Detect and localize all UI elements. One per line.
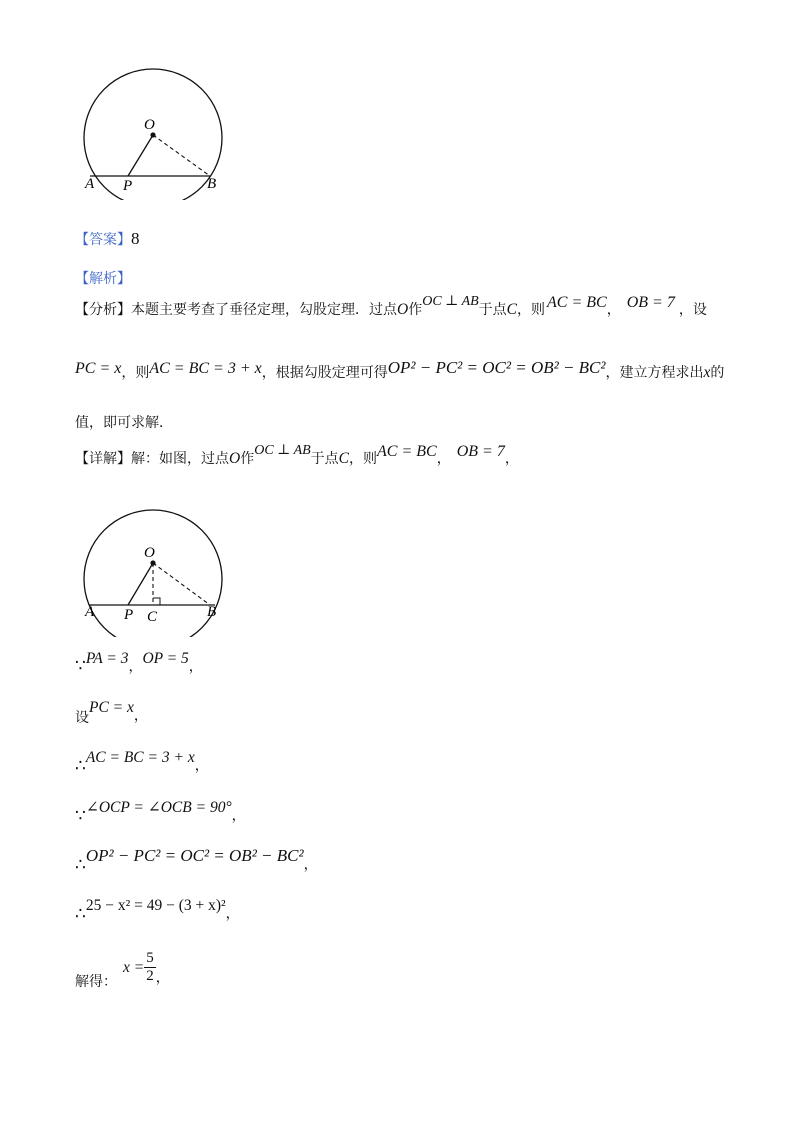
fraction-5-2 [144,950,156,985]
detail-text: 作 [240,451,255,467]
detail-text: ， [436,451,451,467]
step-text: ， [128,659,143,675]
math-perpendicular: OC ⊥ AB [254,443,311,458]
analysis-text: 于点 [478,302,507,318]
analysis-text: ， [606,302,621,318]
point-o: O [229,450,241,467]
segment-ob-dashed [153,135,210,176]
step-text: ， [155,970,170,986]
circle-figure-1 [70,60,240,200]
math-pa-3: PA = 3 [85,650,129,667]
label-c: C [147,609,158,625]
step-7 [75,950,170,990]
step-5 [75,846,318,875]
detail-text: ，则 [349,451,378,467]
math-pythagoras: OP² − PC² = OC² = OB² − BC² [387,358,606,377]
analysis-text: 本题主要考查了垂径定理，勾股定理．过点 [131,302,397,318]
label-o: O [144,117,155,133]
label-p: P [124,607,134,623]
step-text: ， [133,708,148,724]
math-ac-eq-bc: AC = BC [377,443,437,460]
right-angle-mark [153,598,160,605]
step-text: 设 [75,710,89,726]
label-o: O [144,545,155,561]
math-x-equals: x = [123,958,145,976]
answer-line [75,229,140,249]
analysis-text: ，则 [121,365,150,381]
center-point [150,132,155,137]
segment-op [128,135,153,176]
answer-tag: 【答案】 [75,232,131,248]
segment-op [128,563,153,605]
fraction-numerator: 5 [146,950,154,966]
step-text: ， [225,906,240,922]
math-ob-7: OB = 7 [626,294,675,311]
point-c: C [338,450,350,467]
detail-text: 解：如图，过点 [131,451,229,467]
therefore-symbol: ∴ [75,756,86,776]
math-right-angles: ∠OCP = ∠OCB = 90° [85,799,232,816]
step-text: 解得： [75,974,117,990]
therefore-symbol: ∴ [75,904,86,924]
because-symbol: ∵ [75,656,86,676]
step-text: ， [194,758,209,774]
label-p: P [123,178,133,194]
circle-figure-2 [70,507,240,637]
label-a: A [85,176,95,192]
detail-text: 于点 [310,451,339,467]
analysis-text: ，设 [678,302,707,318]
answer-value: 8 [131,229,140,248]
label-a: A [85,604,95,620]
var-x: x [703,364,711,381]
analysis-text: ，根据勾股定理可得 [261,365,388,381]
fraction-denominator: 2 [146,968,154,984]
step-text: ， [188,659,203,675]
math-ac-eq-bc: AC = BC [547,294,607,311]
detail-tag: 【详解】 [75,451,131,467]
step-text: ， [231,808,246,824]
detail-text: ， [504,451,519,467]
point-o: O [397,301,409,318]
detail-line [75,443,519,468]
center-point [150,560,155,565]
math-ac-3x: AC = BC = 3 + x [149,360,262,377]
step-1 [75,648,203,676]
math-equation: 25 − x² = 49 − (3 + x)² [85,897,226,914]
math-op-5: OP = 5 [142,650,189,667]
therefore-symbol: ∴ [75,855,86,875]
analysis-line-1 [75,294,707,319]
math-ac-3x: AC = BC = 3 + x [85,749,195,766]
segment-ob-dashed [153,563,210,605]
analysis-text: ，建立方程求出 [605,365,704,381]
analysis-heading: 【解析】 [75,271,131,287]
analysis-text: 的 [710,365,725,381]
analysis-tag: 【分析】 [75,302,131,318]
because-symbol: ∵ [75,806,86,826]
analysis-text: 作 [408,302,423,318]
step-6 [75,895,240,924]
step-4 [75,797,246,826]
analysis-line-2 [75,358,725,382]
math-pc-x: PC = x [89,699,134,716]
label-b: B [207,176,217,192]
analysis-text: ，则 [517,302,546,318]
label-b: B [207,604,217,620]
math-ob-7: OB = 7 [456,443,505,460]
step-2 [75,697,148,726]
math-pc-x: PC = x [75,360,122,377]
point-c: C [506,301,518,318]
math-perpendicular: OC ⊥ AB [422,294,479,309]
step-3 [75,747,209,776]
math-pythagoras: OP² − PC² = OC² = OB² − BC² [85,846,304,865]
step-text: ， [303,857,318,873]
analysis-line-3: 值，即可求解． [75,415,173,431]
